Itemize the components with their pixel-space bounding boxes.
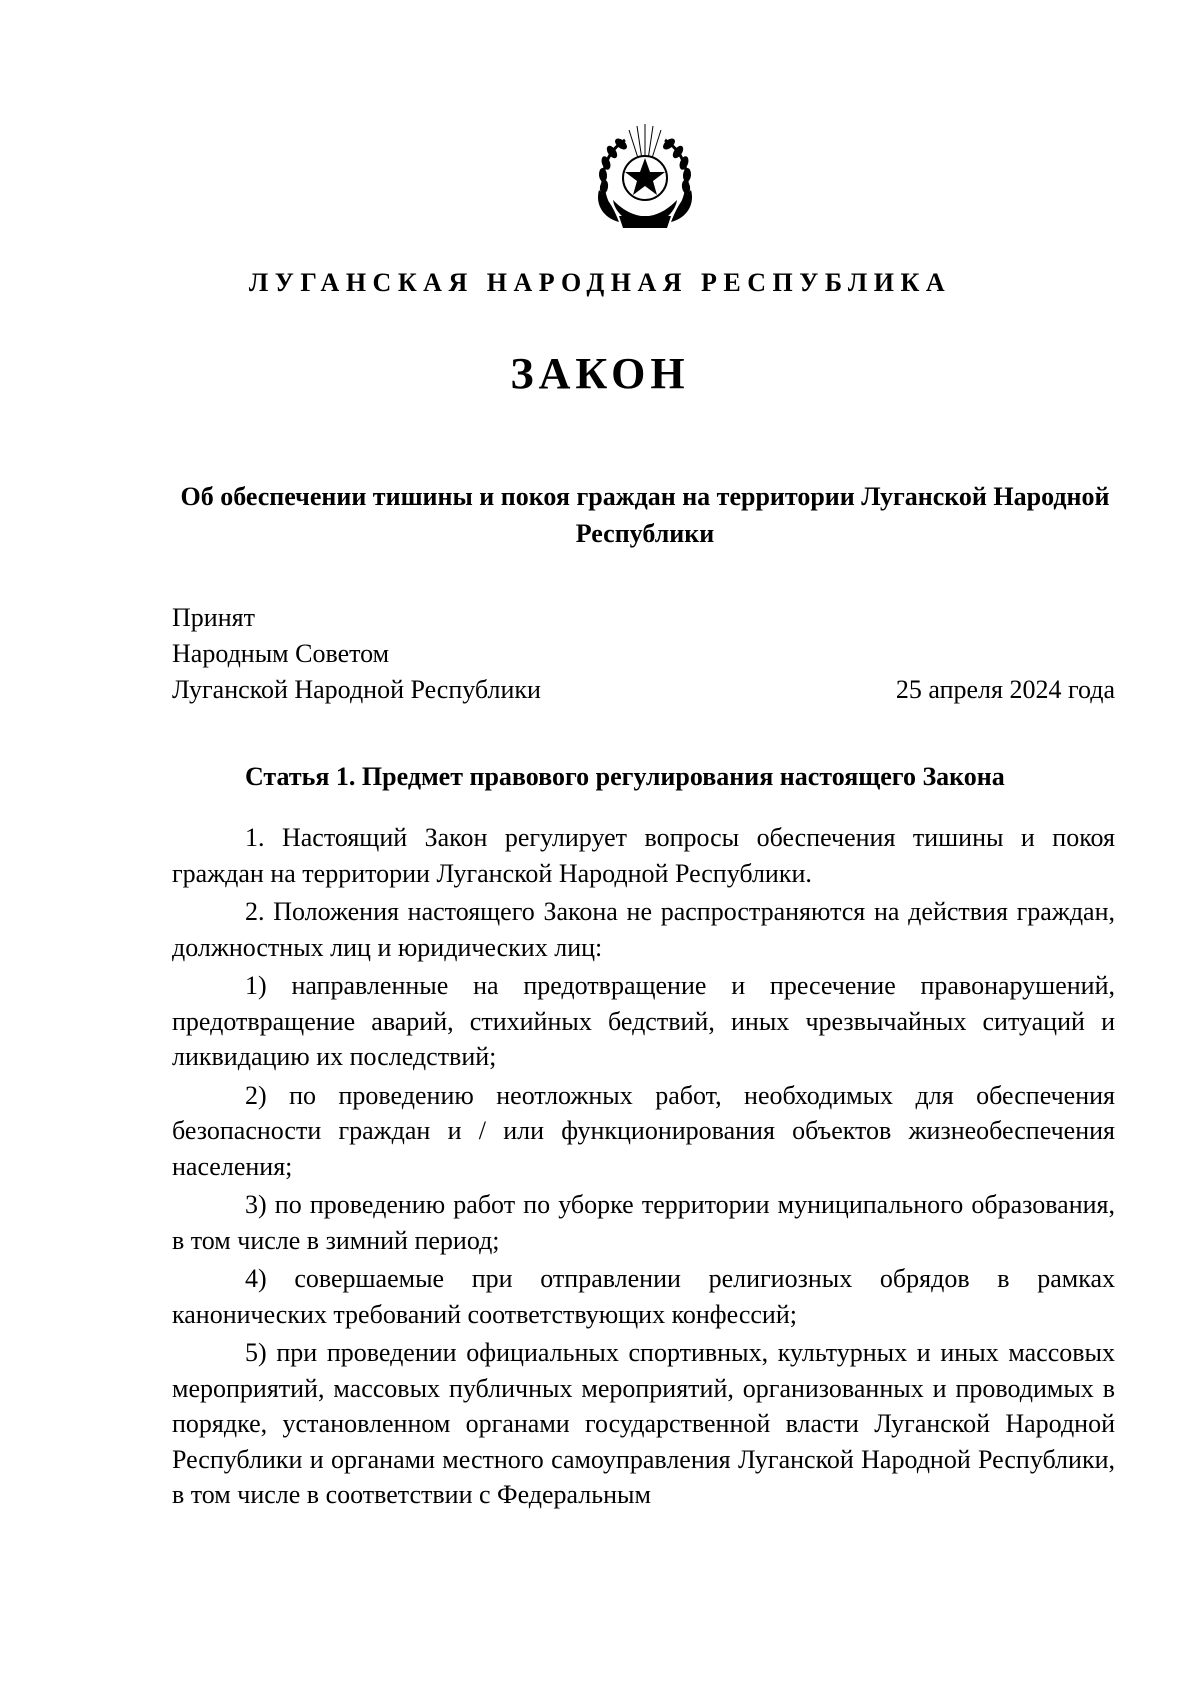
paragraph: 5) при проведении официальных спортивных, культурных и иных массовых мероприятий, массовых публичных мероприятий, организованных и проводимых в порядке, установленном органами государственной власти Луганской Народной Республики и органами местного самоуправления Луганской Народной Республики, в том числе в соответствии с Федеральным (172, 1338, 1115, 1509)
article-body (172, 820, 1115, 1516)
paragraph: 1) направленные на предотвращение и пресечение правонарушений, предотвращение аварий, стихийных бедствий, иных чрезвычайных ситуаций и ликвидацию их последствий; (172, 971, 1115, 1071)
document-type: ЗАКОН (510, 349, 690, 398)
adoption-date: 25 апреля 2024 года (895, 675, 1115, 704)
republic-name: ЛУГАНСКАЯ НАРОДНАЯ РЕСПУБЛИКА (248, 268, 952, 297)
adoption-line: Народным Советом (172, 639, 390, 668)
paragraph: 4) совершаемые при отправлении религиозных обрядов в рамках канонических требований соответствующих конфессий; (172, 1264, 1115, 1329)
lpr-coat-of-arms-icon (585, 120, 705, 236)
paragraph: 2. Положения настоящего Закона не распространяются на действия граждан, должностных лиц и юридических лиц: (172, 897, 1115, 962)
paragraph: 1. Настоящий Закон регулирует вопросы обеспечения тишины и покоя граждан на территории Луганской Народной Республики. (172, 823, 1115, 888)
paragraph: 2) по проведению неотложных работ, необходимых для обеспечения безопасности граждан и / или функционирования объектов жизнеобеспечения населения; (172, 1080, 1115, 1181)
document-title: Об обеспечении тишины и покоя граждан на территории Луганской Народной Республики (180, 482, 1110, 548)
paragraph: 3) по проведению работ по уборке территории муниципального образования, в том числе в зимний период; (172, 1190, 1115, 1255)
adoption-line: Луганской Народной Республики (172, 675, 541, 704)
article-heading: Статья 1. Предмет правового регулирования настоящего Закона (245, 762, 1005, 791)
adoption-block (172, 600, 541, 708)
adoption-line: Принят (172, 603, 255, 632)
